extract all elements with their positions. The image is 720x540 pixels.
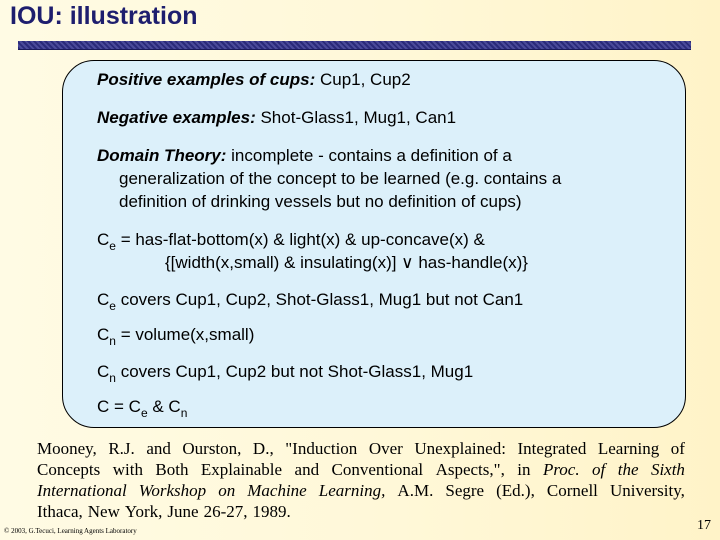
cn-definition: $C_n$ = volume(x,small) — [97, 325, 255, 348]
reference-word: Concepts — [37, 460, 101, 479]
reference-line-1 — [37, 438, 685, 459]
reference-word: Ourston, — [182, 439, 242, 458]
negative-examples: Negative examples: Shot-Glass1, Mug1, Can1 — [97, 108, 457, 127]
reference-word: June — [167, 502, 199, 521]
ce-covers: $C_e$ covers Cup1, Cup2, Shot-Glass1, Mug1 but not Can1 — [97, 290, 524, 313]
domain-theory-line1: Domain Theory: incomplete - contains a definition of a — [97, 146, 512, 165]
reference-word: Sixth — [650, 460, 685, 479]
reference-word: Workshop — [138, 481, 207, 500]
reference-word: Unexplained: — [414, 439, 506, 458]
reference-word: Both — [155, 460, 189, 479]
reference-word: Proc. — [542, 460, 580, 479]
domain-theory-line3: definition of drinking vessels but no definition of cups) — [119, 192, 522, 211]
reference-word: D., — [252, 439, 274, 458]
reference-word: Segre — [445, 481, 485, 500]
reference-word: University, — [609, 481, 685, 500]
reference-word: Learning — [597, 439, 660, 458]
positive-examples: Positive examples of cups: Cup1, Cup2 — [97, 70, 411, 89]
reference-word: Explainable — [200, 460, 283, 479]
reference-word: New — [87, 502, 120, 521]
reference-word: and — [146, 439, 171, 458]
reference-word: in — [517, 460, 531, 479]
reference-word: Mooney, — [37, 439, 97, 458]
reference-line-4 — [37, 501, 685, 522]
domain-theory-line2: generalization of the concept to be learned (e.g. contains a — [119, 169, 562, 188]
reference-word: on — [218, 481, 236, 500]
ce-definition-line2: {[width(x,small) & insulating(x)] ∨ has-handle(x)} — [165, 253, 528, 272]
reference-word: 26-27, — [203, 502, 248, 521]
reference-word: Conventional — [331, 460, 424, 479]
concept-conjunction: $C = C_e$ & $C_n$ — [97, 397, 188, 420]
reference-word: Machine — [247, 481, 307, 500]
reference-word: Over — [368, 439, 403, 458]
reference-word: Ithaca, — [37, 502, 83, 521]
slide-title: IOU: illustration — [10, 2, 198, 30]
title-divider — [18, 41, 691, 50]
page-number: 17 — [697, 518, 711, 533]
reference-word: Aspects,", — [435, 460, 505, 479]
ce-definition-line1: $C_e$ = has-flat-bottom(x) & light(x) & up-concave(x) & — [97, 230, 485, 253]
reference-line-2 — [37, 459, 685, 480]
reference-word: A.M. — [397, 481, 434, 500]
reference-word: "Induction — [285, 439, 358, 458]
cn-covers: $C_n$ covers Cup1, Cup2 but not Shot-Glass1, Mug1 — [97, 362, 474, 385]
reference-line-3 — [37, 480, 685, 501]
reference-word: Cornell — [546, 481, 598, 500]
reference-word: Integrated — [517, 439, 587, 458]
reference-word: the — [617, 460, 639, 479]
reference-citation — [37, 438, 685, 522]
reference-word: International — [37, 481, 127, 500]
reference-word: with — [112, 460, 143, 479]
reference-word: York, — [124, 502, 163, 521]
reference-word: 1989. — [252, 502, 291, 521]
reference-word: of — [592, 460, 606, 479]
reference-word: Learning, — [318, 481, 386, 500]
reference-word: R.J. — [108, 439, 135, 458]
reference-word: of — [670, 439, 685, 458]
reference-word: and — [294, 460, 320, 479]
reference-word: (Ed.), — [496, 481, 535, 500]
copyright-footer: © 2003, G.Tecuci, Learning Agents Laboratory — [4, 527, 137, 535]
